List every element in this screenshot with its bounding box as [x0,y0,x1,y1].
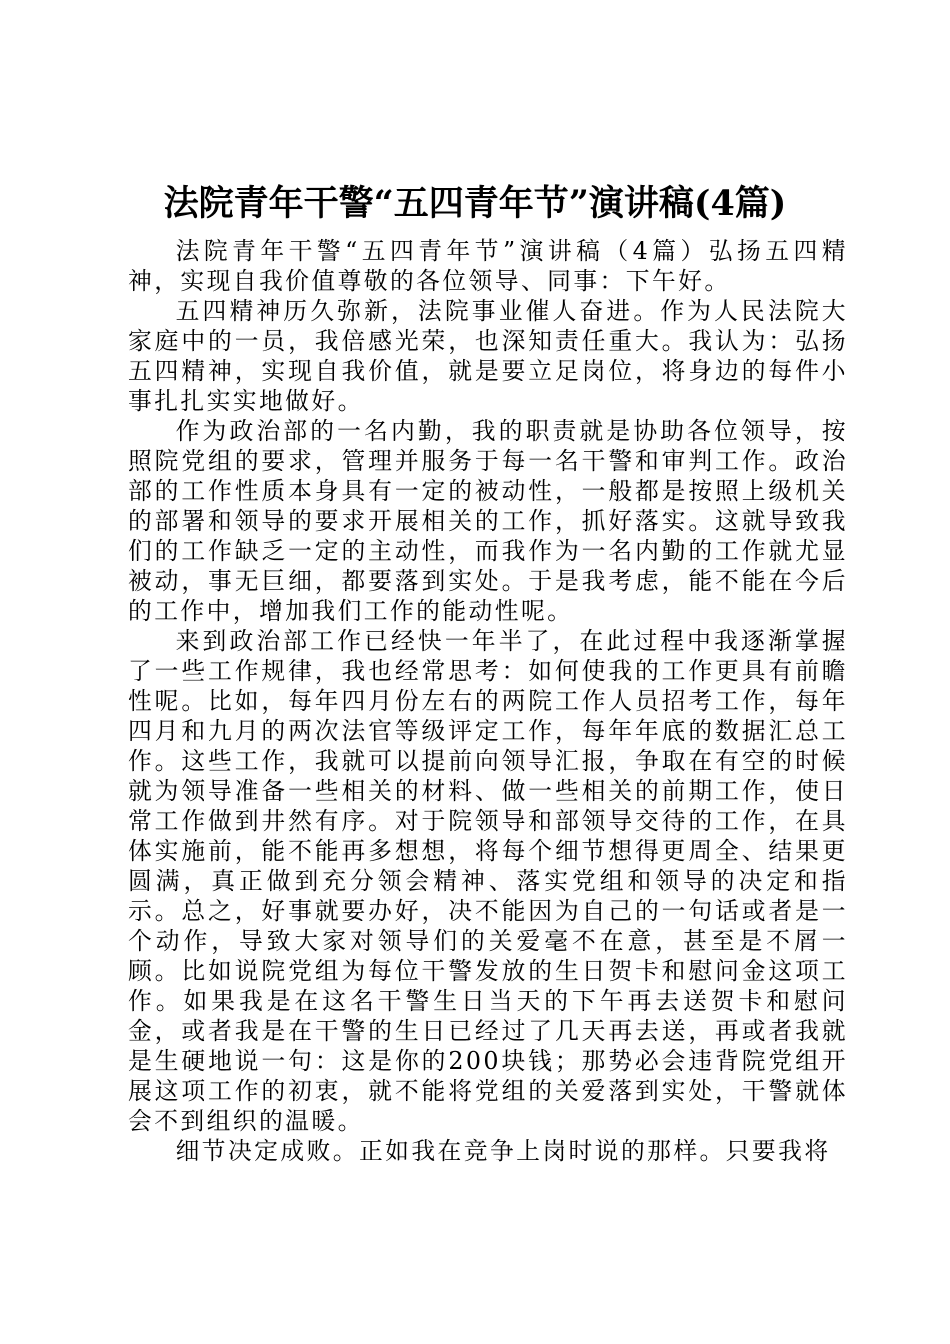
paragraph-1: 法院青年干警“五四青年节”演讲稿（4篇）弘扬五四精神，实现自我价值尊敬的各位领导、同事：下午好。 [128,237,848,295]
document-body [128,236,848,1166]
paragraph-5: 细节决定成败。正如我在竞争上岗时说的那样。只要我将 [175,1137,831,1165]
paragraph-4: 来到政治部工作已经快一年半了，在此过程中我逐渐掌握了一些工作规律，我也经常思考：如何使我的工作更具有前瞻性呢。比如，每年四月份左右的两院工作人员招考工作，每年四月和九月的两次法官等级评定工作，每年年底的数据汇总工作。这些工作，我就可以提前向领导汇报，争取在有空的时候就为领导准备一些相关的材料、做一些相关的前期工作，使日常工作做到井然有序。对于院领导和部领导交待的工作，在具体实施前，能不能再多想想，将每个细节想得更周全、结果更圆满，真正做到充分领会精神、落实党组和领导的决定和指示。总之，好事就要办好，决不能因为自己的一句话或者是一个动作，导致大家对领导们的关爱毫不在意，甚至是不屑一顾。比如说院党组为每位干警发放的生日贺卡和慰问金这项工作。如果我是在这名干警生日当天的下午再去送贺卡和慰问金，或者我是在干警的生日已经过了几天再去送，再或者我就是生硬地说一句：这是你的200块钱；那势必会违背院党组开展这项工作的初衷，就不能将党组的关爱落到实处，干警就体会不到组织的温暖。 [128,627,848,1135]
document-title: 法院青年干警“五四青年节”演讲稿(4篇) [163,183,787,224]
paragraph-2: 五四精神历久弥新，法院事业催人奋进。作为人民法院大家庭中的一员，我倍感光荣，也深知责任重大。我认为：弘扬五四精神，实现自我价值，就是要立足岗位，将身边的每件小事扎扎实实地做好。 [128,297,848,415]
paragraph-3: 作为政治部的一名内勤，我的职责就是协助各位领导，按照院党组的要求，管理并服务于每一名干警和审判工作。政治部的工作性质本身具有一定的被动性，一般都是按照上级机关的部署和领导的要求开展相关的工作，抓好落实。这就导致我们的工作缺乏一定的主动性，而我作为一名内勤的工作就尤显被动，事无巨细，都要落到实处。于是我考虑，能不能在今后的工作中，增加我们工作的能动性呢。 [128,417,848,625]
